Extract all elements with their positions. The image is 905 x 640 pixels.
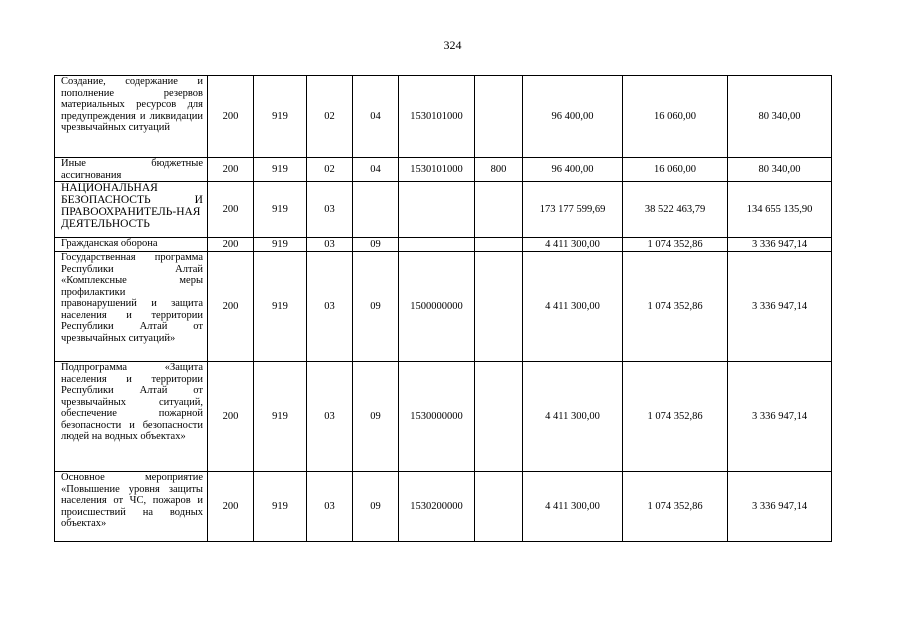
row-remaining-amount: 134 655 135,90: [728, 182, 832, 238]
row-executed-amount: 16 060,00: [623, 158, 728, 182]
row-chapter: 03: [307, 238, 353, 252]
row-remaining-amount: 3 336 947,14: [728, 238, 832, 252]
table-row: [55, 362, 832, 472]
budget-table: [54, 75, 832, 542]
row-planned-amount: 96 400,00: [523, 76, 623, 158]
row-name: Гражданская оборона: [55, 238, 208, 252]
row-planned-amount: 4 411 300,00: [523, 252, 623, 362]
row-remaining-amount: 3 336 947,14: [728, 252, 832, 362]
row-chapter: 02: [307, 76, 353, 158]
row-ministry-code: 919: [254, 238, 307, 252]
row-ministry-code: 919: [254, 76, 307, 158]
row-name: Основное мероприятие «Повышение уровня защиты населения от ЧС, пожаров и происшествий на водных объектах»: [55, 472, 208, 542]
row-name: Создание, содержание и пополнение резервов материальных ресурсов для предупреждения и ликвидации чрезвычайных ситуаций: [55, 76, 208, 158]
row-planned-amount: 4 411 300,00: [523, 238, 623, 252]
row-subsection: 09: [353, 362, 399, 472]
row-expense-type: [475, 472, 523, 542]
row-ministry-code: 919: [254, 472, 307, 542]
row-target-article: 1500000000: [399, 252, 475, 362]
row-target-article: 1530101000: [399, 158, 475, 182]
row-subsection: 04: [353, 158, 399, 182]
row-target-article: 1530000000: [399, 362, 475, 472]
row-executed-amount: 1 074 352,86: [623, 252, 728, 362]
row-section-code: 200: [208, 238, 254, 252]
table-row: [55, 76, 832, 158]
row-executed-amount: 16 060,00: [623, 76, 728, 158]
row-section-code: 200: [208, 362, 254, 472]
row-expense-type: 800: [475, 158, 523, 182]
table-row: [55, 182, 832, 238]
table-row: [55, 158, 832, 182]
row-section-code: 200: [208, 76, 254, 158]
row-section-code: 200: [208, 472, 254, 542]
row-planned-amount: 173 177 599,69: [523, 182, 623, 238]
row-target-article: [399, 182, 475, 238]
row-chapter: 03: [307, 252, 353, 362]
row-target-article: 1530200000: [399, 472, 475, 542]
row-ministry-code: 919: [254, 252, 307, 362]
row-expense-type: [475, 76, 523, 158]
row-expense-type: [475, 182, 523, 238]
table-body: [55, 76, 832, 542]
row-subsection: 04: [353, 76, 399, 158]
row-ministry-code: 919: [254, 182, 307, 238]
row-subsection: 09: [353, 252, 399, 362]
table-row: [55, 252, 832, 362]
row-chapter: 03: [307, 472, 353, 542]
row-subsection: [353, 182, 399, 238]
row-name: НАЦИОНАЛЬНАЯ БЕЗОПАСНОСТЬ И ПРАВООХРАНИТЕЛЬ-НАЯ ДЕЯТЕЛЬНОСТЬ: [55, 182, 208, 238]
row-executed-amount: 1 074 352,86: [623, 472, 728, 542]
row-planned-amount: 4 411 300,00: [523, 472, 623, 542]
row-chapter: 03: [307, 182, 353, 238]
row-ministry-code: 919: [254, 362, 307, 472]
row-chapter: 03: [307, 362, 353, 472]
row-section-code: 200: [208, 252, 254, 362]
row-section-code: 200: [208, 158, 254, 182]
row-chapter: 02: [307, 158, 353, 182]
row-target-article: [399, 238, 475, 252]
row-name: Государственная программа Республики Алтай «Комплексные меры профилактики правонарушений и защита населения и территории Республики Алтай от чрезвычайных ситуаций»: [55, 252, 208, 362]
row-target-article: 1530101000: [399, 76, 475, 158]
row-executed-amount: 1 074 352,86: [623, 238, 728, 252]
row-planned-amount: 96 400,00: [523, 158, 623, 182]
row-expense-type: [475, 238, 523, 252]
row-subsection: 09: [353, 238, 399, 252]
row-ministry-code: 919: [254, 158, 307, 182]
row-remaining-amount: 80 340,00: [728, 158, 832, 182]
row-planned-amount: 4 411 300,00: [523, 362, 623, 472]
row-executed-amount: 38 522 463,79: [623, 182, 728, 238]
table-row: [55, 238, 832, 252]
table-row: [55, 472, 832, 542]
row-section-code: 200: [208, 182, 254, 238]
row-remaining-amount: 3 336 947,14: [728, 362, 832, 472]
page-number: 324: [443, 38, 462, 52]
row-remaining-amount: 3 336 947,14: [728, 472, 832, 542]
row-expense-type: [475, 362, 523, 472]
row-subsection: 09: [353, 472, 399, 542]
row-remaining-amount: 80 340,00: [728, 76, 832, 158]
row-expense-type: [475, 252, 523, 362]
row-name: Иные бюджетные ассигнования: [55, 158, 208, 182]
row-executed-amount: 1 074 352,86: [623, 362, 728, 472]
row-name: Подпрограмма «Защита населения и территории Республики Алтай от чрезвычайных ситуаций, обеспечение пожарной безопасности и безопасности людей на водных объектах»: [55, 362, 208, 472]
